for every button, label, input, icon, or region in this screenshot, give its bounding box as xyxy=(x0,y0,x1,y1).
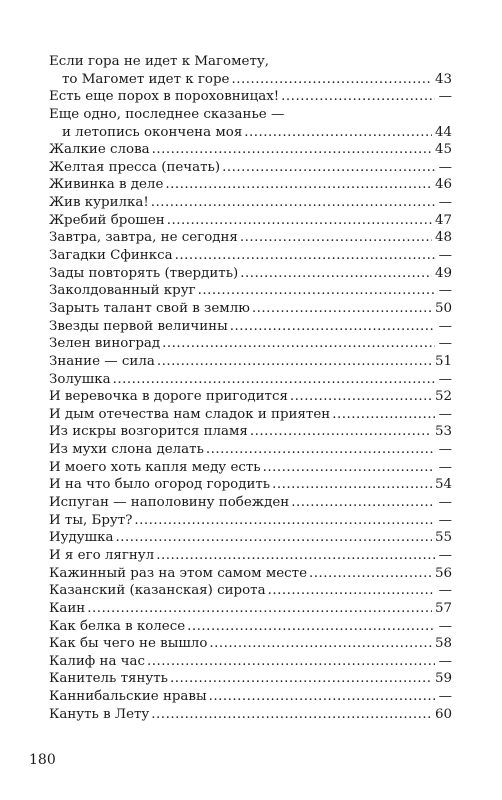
toc-page-number: — xyxy=(438,89,452,105)
toc-entry-title: Зады повторять (твердить) xyxy=(49,265,239,281)
dot-leader xyxy=(291,494,435,512)
dot-leader xyxy=(222,159,435,177)
toc-page-number: — xyxy=(438,248,452,264)
toc-entry xyxy=(49,247,452,265)
toc-page-number: 47 xyxy=(434,212,452,228)
toc-entry xyxy=(49,494,452,512)
toc-entry-title: Иудушка xyxy=(49,530,114,546)
toc-entry-title: И на что было огород городить xyxy=(49,477,271,493)
toc-entry-title: Как бы чего не вышло xyxy=(49,636,208,652)
toc-page-number: 57 xyxy=(434,600,452,616)
toc-entry-title: Звезды первой величины xyxy=(49,318,228,334)
toc-line xyxy=(49,353,452,371)
toc-line xyxy=(49,688,452,706)
toc-page-number: — xyxy=(438,406,452,422)
toc-entry xyxy=(49,88,452,106)
toc-page-number: 53 xyxy=(434,424,452,440)
toc-entry-title: Заколдованный круг xyxy=(49,283,196,299)
toc-entry xyxy=(49,688,452,706)
toc-entry xyxy=(49,653,452,671)
toc-page-number: — xyxy=(438,442,452,458)
toc-page-number: 44 xyxy=(434,124,452,140)
dot-leader xyxy=(332,406,435,424)
toc-line xyxy=(49,582,452,600)
toc-entry xyxy=(49,194,452,212)
toc-entry xyxy=(49,476,452,494)
dot-leader xyxy=(272,476,432,494)
toc-page-number: 45 xyxy=(434,142,452,158)
dot-leader xyxy=(268,582,435,600)
toc-page-number: — xyxy=(438,495,452,511)
dot-leader xyxy=(151,194,435,212)
toc-page-number: 59 xyxy=(434,671,452,687)
toc-page-number: — xyxy=(438,618,452,634)
toc-line xyxy=(49,124,452,142)
toc-line xyxy=(49,618,452,636)
toc-entry xyxy=(49,141,452,159)
toc-line xyxy=(49,512,452,530)
toc-entry xyxy=(49,706,452,724)
toc-entry xyxy=(49,371,452,389)
toc-line xyxy=(49,476,452,494)
toc-line xyxy=(49,406,452,424)
page-number: 180 xyxy=(29,752,56,768)
dot-leader xyxy=(209,635,432,653)
dot-leader xyxy=(250,423,432,441)
toc-line xyxy=(49,494,452,512)
toc-entry-title: Желтая пресса (печать) xyxy=(49,159,221,175)
toc-entry xyxy=(49,53,452,88)
toc-entry xyxy=(49,212,452,230)
toc-entry-title: И моего хоть капля меду есть xyxy=(49,459,261,475)
toc-entry-title: Золушка xyxy=(49,371,111,387)
toc-line xyxy=(49,529,452,547)
dot-leader xyxy=(134,512,435,530)
toc-entry-title: Из искры возгорится пламя xyxy=(49,424,248,440)
toc-page-number: — xyxy=(438,336,452,352)
toc-entry xyxy=(49,388,452,406)
toc-entry xyxy=(49,318,452,336)
toc-page-number: 43 xyxy=(434,71,452,87)
toc-entry-title: Завтра, завтра, не сегодня xyxy=(49,230,238,246)
toc-page-number: 48 xyxy=(434,230,452,246)
dot-leader xyxy=(147,653,435,671)
dot-leader xyxy=(165,176,432,194)
toc-page-number: — xyxy=(438,195,452,211)
toc-entry-title: Загадки Сфинкса xyxy=(49,248,173,264)
toc-line xyxy=(49,371,452,389)
toc-page-number: 60 xyxy=(434,706,452,722)
dot-leader xyxy=(290,388,432,406)
toc-entry-title: Есть еще порох в пороховницах! xyxy=(49,89,280,105)
dot-leader xyxy=(281,88,435,106)
toc-entry xyxy=(49,229,452,247)
toc-entry-title: Еще одно, последнее сказанье — xyxy=(49,106,285,122)
dot-leader xyxy=(162,335,435,353)
dot-leader xyxy=(240,265,432,283)
dot-leader xyxy=(231,71,431,89)
toc-entry xyxy=(49,547,452,565)
toc-entry-title: Каин xyxy=(49,600,86,616)
dot-leader xyxy=(187,618,435,636)
toc-page-number: — xyxy=(438,459,452,475)
toc-entry-title: Как белка в колесе xyxy=(49,618,186,634)
toc-page-number: 52 xyxy=(434,389,452,405)
toc-entry xyxy=(49,565,452,583)
toc-line xyxy=(49,282,452,300)
toc-line xyxy=(49,635,452,653)
toc-line xyxy=(49,565,452,583)
toc-line xyxy=(49,229,452,247)
toc-page-number: — xyxy=(438,689,452,705)
toc-line xyxy=(49,653,452,671)
dot-leader xyxy=(151,706,432,724)
toc-line xyxy=(49,176,452,194)
toc-entry-title: Жребий брошен xyxy=(49,212,165,228)
toc-entry-title: Знание — сила xyxy=(49,353,155,369)
toc-entry-title: Жалкие слова xyxy=(49,142,150,158)
toc-entry xyxy=(49,635,452,653)
toc-line xyxy=(49,441,452,459)
toc-entry xyxy=(49,335,452,353)
toc-entry xyxy=(49,670,452,688)
dot-leader xyxy=(115,529,431,547)
toc-line xyxy=(49,194,452,212)
toc-entry-title: Канитель тянуть xyxy=(49,671,168,687)
toc-line xyxy=(49,247,452,265)
toc-entry xyxy=(49,582,452,600)
dot-leader xyxy=(244,124,432,142)
toc-line xyxy=(49,141,452,159)
toc-line xyxy=(49,265,452,283)
toc-page-number: 50 xyxy=(434,300,452,316)
dot-leader xyxy=(309,565,432,583)
toc-entry xyxy=(49,176,452,194)
dot-leader xyxy=(152,141,432,159)
toc-page-number: — xyxy=(438,318,452,334)
toc-page-number: 58 xyxy=(434,636,452,652)
toc-page-number: 46 xyxy=(434,177,452,193)
toc-entry-title: И дым отечества нам сладок и приятен xyxy=(49,406,331,422)
toc-entry-title: то Магомет идет к горе xyxy=(62,71,230,87)
dot-leader xyxy=(209,688,435,706)
toc-entry-title: Зелен виноград xyxy=(49,336,161,352)
toc-entry xyxy=(49,282,452,300)
toc-line xyxy=(49,459,452,477)
dot-leader xyxy=(167,212,432,230)
toc-line xyxy=(49,423,452,441)
toc-line xyxy=(49,318,452,336)
toc-line xyxy=(49,670,452,688)
toc-entry xyxy=(49,159,452,177)
toc-entry-title: Испуган — наполовину побежден xyxy=(49,495,290,511)
toc-page-number: — xyxy=(438,283,452,299)
toc-entry-title: Кануть в Лету xyxy=(49,706,150,722)
toc-entry xyxy=(49,423,452,441)
toc-entry xyxy=(49,600,452,618)
toc-entry xyxy=(49,441,452,459)
toc-page-number: 51 xyxy=(434,353,452,369)
toc-page-number: 56 xyxy=(434,565,452,581)
toc-page-number: — xyxy=(438,371,452,387)
toc-page-number: — xyxy=(438,583,452,599)
toc-entry-title: Живинка в деле xyxy=(49,177,164,193)
table-of-contents xyxy=(49,53,452,723)
toc-entry-title: И я его лягнул xyxy=(49,547,155,563)
toc-entry xyxy=(49,459,452,477)
toc-entry-title: Каннибальские нравы xyxy=(49,689,207,705)
toc-entry xyxy=(49,265,452,283)
toc-line xyxy=(49,53,452,71)
dot-leader xyxy=(113,371,435,389)
toc-entry-title: Кажинный раз на этом самом месте xyxy=(49,565,308,581)
toc-page-number: 54 xyxy=(434,477,452,493)
dot-leader xyxy=(240,229,432,247)
toc-line xyxy=(49,71,452,89)
toc-line xyxy=(49,600,452,618)
toc-entry-title: Калиф на час xyxy=(49,653,146,669)
toc-entry-title: Если гора не идет к Магомету, xyxy=(49,54,269,69)
dot-leader xyxy=(156,547,435,565)
toc-entry xyxy=(49,529,452,547)
toc-entry xyxy=(49,106,452,141)
dot-leader xyxy=(87,600,432,618)
toc-line xyxy=(49,106,452,124)
toc-entry-title: Из мухи слона делать xyxy=(49,442,204,458)
toc-entry xyxy=(49,406,452,424)
toc-line xyxy=(49,335,452,353)
dot-leader xyxy=(263,459,435,477)
toc-page-number: 49 xyxy=(434,265,452,281)
toc-entry xyxy=(49,353,452,371)
toc-line xyxy=(49,388,452,406)
dot-leader xyxy=(175,247,435,265)
dot-leader xyxy=(230,318,435,336)
toc-entry xyxy=(49,512,452,530)
toc-page-number: 55 xyxy=(434,530,452,546)
dot-leader xyxy=(198,282,435,300)
toc-line xyxy=(49,706,452,724)
toc-line xyxy=(49,212,452,230)
toc-line xyxy=(49,159,452,177)
dot-leader xyxy=(206,441,435,459)
toc-page-number: — xyxy=(438,547,452,563)
dot-leader xyxy=(157,353,432,371)
toc-page-number: — xyxy=(438,159,452,175)
toc-entry-title: И ты, Брут? xyxy=(49,512,133,528)
toc-line xyxy=(49,88,452,106)
toc-page-number: — xyxy=(438,653,452,669)
toc-page-number: — xyxy=(438,512,452,528)
toc-entry-title: Казанский (казанская) сирота xyxy=(49,583,266,599)
toc-line xyxy=(49,300,452,318)
toc-line xyxy=(49,547,452,565)
toc-entry xyxy=(49,300,452,318)
toc-entry-title: И веревочка в дороге пригодится xyxy=(49,389,288,405)
toc-entry xyxy=(49,618,452,636)
toc-entry-title: Зарыть талант свой в землю xyxy=(49,300,250,316)
toc-entry-title: Жив курилка! xyxy=(49,195,149,211)
dot-leader xyxy=(170,670,432,688)
dot-leader xyxy=(252,300,432,318)
toc-entry-title: и летопись окончена моя xyxy=(62,124,243,140)
